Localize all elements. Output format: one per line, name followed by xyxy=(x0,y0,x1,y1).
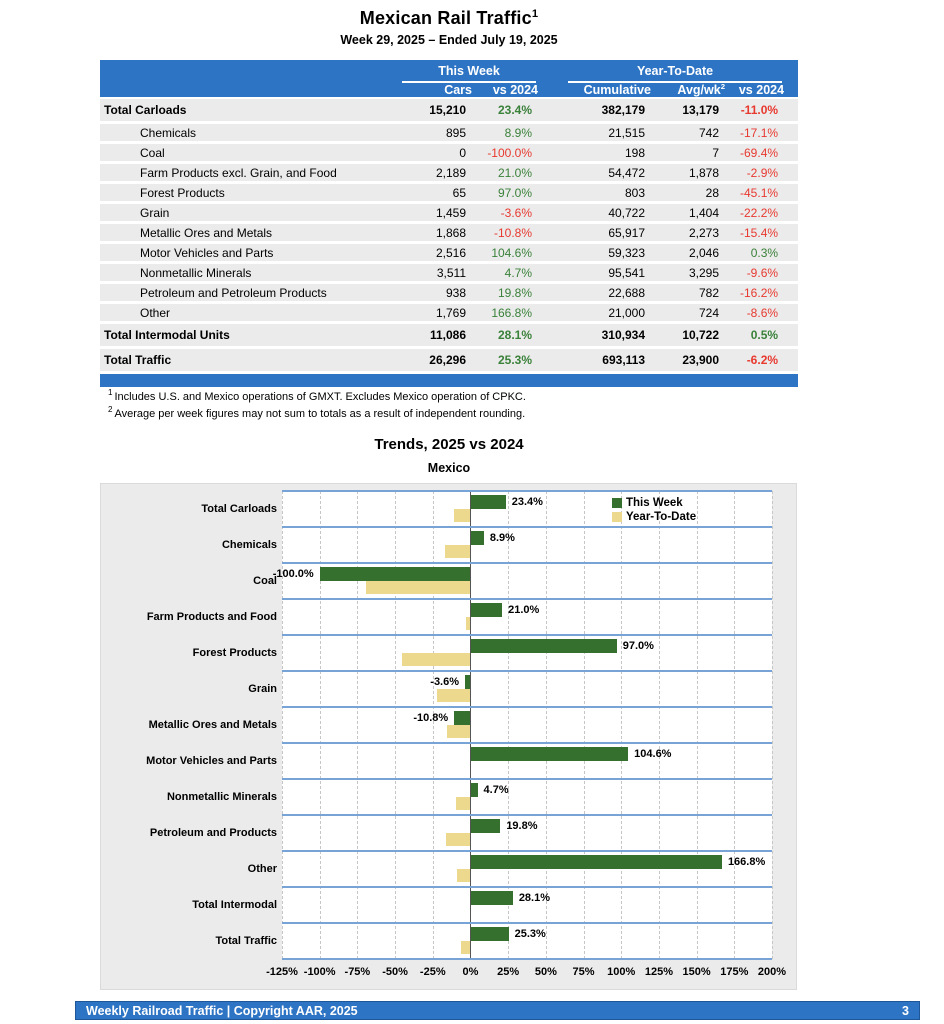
bar-value-label: 25.3% xyxy=(514,928,546,940)
col-header-tw-vs2024: vs 2024 xyxy=(492,83,539,97)
group-header-this-week: This Week xyxy=(402,60,536,83)
this-week-bar xyxy=(470,819,500,833)
col-header-ytd-vs2024: vs 2024 xyxy=(738,83,785,97)
year-to-date-bar xyxy=(446,833,470,846)
table-row: Other 1,769 166.8% 21,000 724 -8.6% xyxy=(100,303,798,323)
chart-legend xyxy=(612,497,696,525)
bar-value-label: 28.1% xyxy=(518,892,551,904)
band-separator-line xyxy=(282,958,772,960)
col-header-cars: Cars xyxy=(444,83,472,97)
footnotes xyxy=(108,388,526,425)
table-row: Motor Vehicles and Parts 2,516 104.6% 59,323 2,046 0.3% xyxy=(100,243,798,263)
table-bottom-bar xyxy=(100,374,798,387)
year-to-date-bar xyxy=(437,689,470,702)
category-label: Nonmetallic Minerals xyxy=(166,791,277,803)
axis-tick-label: -50% xyxy=(382,966,408,978)
category-label: Grain xyxy=(248,683,277,695)
band-separator-line xyxy=(282,778,772,780)
table-row: Total Intermodal Units 11,086 28.1% 310,934 10,722 0.5% xyxy=(100,323,798,348)
year-to-date-bar xyxy=(456,797,470,810)
bar-value-label: -100.0% xyxy=(272,568,314,580)
bar-value-label: 104.6% xyxy=(634,748,672,760)
bar-value-label: 19.8% xyxy=(506,820,538,832)
axis-tick-label: 50% xyxy=(534,966,557,978)
band-separator-line xyxy=(282,814,772,816)
this-week-bar xyxy=(470,531,483,545)
category-label: Chemicals xyxy=(221,539,277,551)
year-to-date-bar xyxy=(454,509,471,522)
title-footnote-marker: 1 xyxy=(531,8,539,20)
category-label: Coal xyxy=(253,575,277,587)
axis-tick-label: -125% xyxy=(266,966,298,978)
category-label: Total Traffic xyxy=(215,935,277,947)
table-row: Metallic Ores and Metals 1,868 -10.8% 65,917 2,273 -15.4% xyxy=(100,223,798,243)
axis-tick-label: -75% xyxy=(344,966,371,978)
legend-label: Year-To-Date xyxy=(626,511,697,523)
col-header-cumulative: Cumulative xyxy=(583,83,652,97)
footer-bar xyxy=(75,1001,920,1020)
table-row: Chemicals 895 8.9% 21,515 742 -17.1% xyxy=(100,123,798,143)
page-title: Mexican Rail Traffic$^1$ xyxy=(359,8,539,28)
bar-value-label: -3.6% xyxy=(430,676,460,688)
axis-tick-label: -25% xyxy=(419,966,446,978)
this-week-bar xyxy=(470,783,477,797)
year-to-date-bar xyxy=(447,725,470,738)
axis-tick-label: 125% xyxy=(644,966,673,978)
table-row: Forest Products 65 97.0% 803 28 -45.1% xyxy=(100,183,798,203)
table-row: Nonmetallic Minerals 3,511 4.7% 95,541 3,295 -9.6% xyxy=(100,263,798,283)
table-row: Grain 1,459 -3.6% 40,722 1,404 -22.2% xyxy=(100,203,798,223)
table-header xyxy=(100,60,798,98)
band-separator-line xyxy=(282,670,772,672)
band-separator-line xyxy=(282,562,772,564)
table-row: Total Traffic 26,296 25.3% 693,113 23,900 -6.2% xyxy=(100,348,798,373)
band-separator-line xyxy=(282,706,772,708)
axis-tick-label: 200% xyxy=(757,966,787,978)
band-separator-line xyxy=(282,850,772,852)
axis-tick-label: 100% xyxy=(607,966,636,978)
table-row: Coal 0 -100.0% 198 7 -69.4% xyxy=(100,143,798,163)
this-week-bar xyxy=(454,711,470,725)
category-label: Forest Products xyxy=(192,647,277,659)
this-week-bar xyxy=(470,603,502,617)
footnote-2: $^2$ Average per week figures may not sum to totals as a result of independent rounding. xyxy=(108,405,526,420)
axis-tick-label: 25% xyxy=(497,966,520,978)
legend-item xyxy=(612,497,696,509)
chart-subtitle: Mexico xyxy=(427,461,471,475)
band-separator-line xyxy=(282,598,772,600)
axis-tick-label: 150% xyxy=(682,966,711,978)
trends-chart xyxy=(100,483,797,990)
bar-value-label: 21.0% xyxy=(508,604,540,616)
band-separator-line xyxy=(282,742,772,744)
year-to-date-bar xyxy=(461,941,470,954)
vertical-gridline xyxy=(772,491,773,959)
band-separator-line xyxy=(282,526,772,528)
axis-tick-label: 175% xyxy=(720,966,749,978)
table-row: Petroleum and Petroleum Products 938 19.8% 22,688 782 -16.2% xyxy=(100,283,798,303)
axis-tick-label: -100% xyxy=(303,966,336,978)
traffic-table xyxy=(100,60,798,387)
band-separator-line xyxy=(282,922,772,924)
legend-label: This Week xyxy=(626,497,683,509)
category-label: Farm Products and Food xyxy=(146,611,277,623)
bar-value-label: 8.9% xyxy=(489,532,515,544)
this-week-bar xyxy=(470,855,721,869)
col-header-avgwk: Avg/$wk^2$ xyxy=(677,81,726,97)
report-header xyxy=(100,8,798,47)
band-separator-line xyxy=(282,490,772,492)
bar-value-label: -10.8% xyxy=(413,712,449,724)
chart-title: Trends, 2025 vs 2024 xyxy=(374,436,524,453)
table-body xyxy=(100,98,798,373)
table-row: Farm Products excl. Grain, and Food 2,189 21.0% 54,472 1,878 -2.9% xyxy=(100,163,798,183)
category-label: Total Carloads xyxy=(201,503,277,515)
page-subtitle: Week 29, 2025 – Ended July 19, 2025 xyxy=(340,33,558,47)
this-week-bar xyxy=(470,639,616,653)
this-week-bar xyxy=(470,747,628,761)
this-week-bar xyxy=(470,927,508,941)
chart-plot-area xyxy=(272,491,772,959)
bar-value-label: 166.8% xyxy=(727,856,766,868)
this-week-bar xyxy=(470,495,505,509)
category-label: Petroleum and Products xyxy=(149,827,277,839)
footer-page-number: 3 xyxy=(902,1003,909,1018)
band-separator-line xyxy=(282,886,772,888)
legend-swatch xyxy=(612,512,622,522)
year-to-date-bar xyxy=(366,581,471,594)
category-label: Motor Vehicles and Parts xyxy=(146,755,277,767)
year-to-date-bar xyxy=(402,653,470,666)
legend-swatch xyxy=(612,498,622,508)
band-separator-line xyxy=(282,634,772,636)
this-week-bar xyxy=(320,567,471,581)
bar-value-label: 4.7% xyxy=(483,784,509,796)
category-label: Metallic Ores and Metals xyxy=(148,719,277,731)
category-label: Total Intermodal xyxy=(192,899,277,911)
axis-tick-label: 75% xyxy=(572,966,595,978)
year-to-date-bar xyxy=(445,545,471,558)
table-row: Total Carloads 15,210 23.4% 382,179 13,179 -11.0% xyxy=(100,98,798,123)
axis-tick-label: 0% xyxy=(462,966,479,978)
footer-text: Weekly Railroad Traffic | Copyright AAR, 2025 xyxy=(86,1003,358,1018)
legend-item xyxy=(612,511,696,523)
bar-value-label: 23.4% xyxy=(511,496,543,508)
year-to-date-bar xyxy=(457,869,470,882)
footnote-1: $^1$ Includes U.S. and Mexico operations of GMXT. Excludes Mexico operation of CPKC. xyxy=(108,388,526,403)
category-label: Other xyxy=(247,863,277,875)
group-header-ytd: Year-To-Date xyxy=(568,60,782,83)
this-week-bar xyxy=(470,891,512,905)
bar-value-label: 97.0% xyxy=(622,640,654,652)
